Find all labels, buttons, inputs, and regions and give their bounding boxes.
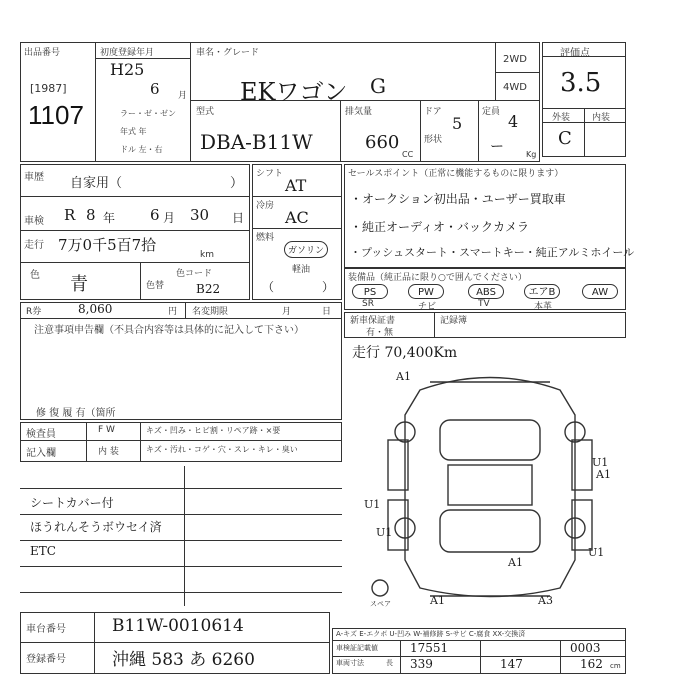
drive-4wd: 4WD — [503, 82, 527, 93]
fw-label: F W — [98, 425, 115, 435]
spare-label: スペア — [370, 600, 391, 608]
damage-diagram — [360, 360, 620, 610]
mileage-label: 走行 — [24, 240, 44, 251]
ac-label: 冷房 — [256, 201, 275, 211]
exterior-grade: C — [558, 128, 572, 149]
mark-right-1: U1 — [592, 456, 609, 469]
remarks-area — [20, 466, 342, 606]
usage-close: ） — [230, 176, 244, 191]
equip-chibi: チビ — [418, 302, 437, 312]
plate-label: 登録番号 — [26, 654, 66, 665]
equip-tv: TV — [478, 299, 490, 309]
inspection-year-unit: 年 — [103, 211, 116, 225]
exterior-label: 外装 — [552, 113, 571, 123]
interior-options: キズ・汚れ・コゲ・穴・スレ・キレ・臭い — [146, 445, 298, 454]
sales-title: セールスポイント（正常に機能するものに限ります） — [348, 169, 564, 179]
code-1: 17551 — [410, 641, 449, 655]
mileage: 7万0千5百7拾 — [58, 236, 157, 254]
equip-airbag: エアB — [524, 284, 560, 299]
recycle-label: R券 — [26, 307, 42, 317]
side-label-2: 年式 年 — [120, 127, 147, 136]
seats: 4 — [508, 112, 519, 131]
lot-label: 出品番号 — [24, 48, 61, 58]
chassis-label: 車台番号 — [26, 624, 66, 635]
shift: AT — [285, 176, 307, 195]
inspection-label: 車検 — [24, 216, 44, 227]
fw-options: キズ・凹み・ヒビ割・リペア跡・×要 — [146, 426, 281, 435]
auction-label-2: 車両寸法 — [336, 659, 364, 667]
seats-label: 定員 — [482, 107, 501, 117]
equip-pw: PW — [408, 284, 444, 299]
displacement: 660 — [365, 132, 400, 153]
inspector-label: 検査員 — [26, 429, 56, 440]
legend: A-キズ E-エクボ U-凹み W-補修跡 S-サビ C-腐食 XX-交換済 — [336, 630, 526, 638]
car-name: EKワゴン — [240, 78, 348, 106]
mark-right-3: A1 — [596, 468, 611, 481]
model-code: DBA-B11W — [200, 130, 313, 154]
interior-row-label: 内 装 — [98, 447, 119, 457]
ac: AC — [285, 208, 309, 227]
code-2: 0003 — [570, 641, 601, 655]
first-reg-label: 初度登録年月 — [100, 48, 155, 58]
color-label: 色 — [30, 270, 40, 281]
usage-value: 自家用（ — [70, 176, 123, 191]
chassis: B11W-0010614 — [112, 616, 244, 636]
mark-rear-right: A3 — [538, 594, 553, 607]
grade: G — [370, 74, 386, 98]
warranty-label: 新車保証書 — [350, 316, 396, 326]
fuel-label: 燃料 — [256, 233, 275, 243]
plate: 沖縄 583 あ 6260 — [112, 650, 255, 670]
mark-front: A1 — [396, 370, 411, 383]
mark-left-door: U1 — [364, 498, 381, 511]
inspector-note: 走行 70,400Km — [352, 345, 458, 361]
km-unit: km — [200, 250, 214, 260]
mark-left-2: U1 — [376, 526, 393, 539]
sales-item-2: ・純正オーディオ・バックカメラ — [350, 220, 530, 234]
shape-label: 形状 — [424, 135, 443, 145]
usage-label: 車歴 — [24, 172, 44, 183]
equip-sr: SR — [362, 299, 374, 309]
remark-2: ほうれんそうボウセイ済 — [30, 520, 162, 534]
mark-rear-left: A1 — [430, 594, 445, 607]
color-code: B22 — [196, 282, 221, 296]
notes-title: 注意事項申告欄（不具合内容等は具体的に記入して下さい） — [34, 325, 304, 336]
lot-code: [1987] — [30, 82, 67, 95]
equip-leather: 本革 — [534, 302, 553, 312]
remark-1: シートカバー付 — [30, 496, 114, 510]
sales-item-3: ・プッシュスタート・スマートキー・純正アルミホイール — [350, 246, 635, 259]
notes-frame — [20, 302, 342, 420]
name-change-label: 名変期限 — [192, 307, 229, 317]
interior-label: 内装 — [592, 113, 611, 123]
height: 162 — [580, 657, 603, 671]
shift-label: シフト — [256, 169, 284, 179]
doors: 5 — [452, 114, 463, 133]
lot-number: 1107 — [28, 100, 84, 130]
cm-unit: cm — [610, 662, 621, 670]
score-label: 評価点 — [560, 48, 590, 59]
inspection-year: 8 — [86, 206, 96, 224]
fuel-bracket: （ ） — [262, 280, 335, 294]
score: 3.5 — [560, 68, 602, 98]
car-name-label: 車名・グレード — [196, 48, 260, 58]
warranty-yes-no: 有・無 — [366, 328, 394, 338]
color-code-label: 色替 — [146, 281, 165, 291]
inspection-month-unit: 月 — [163, 211, 176, 225]
side-label-1: ラー・ゼ・ゼン — [120, 109, 176, 118]
doors-label: ドア — [424, 107, 442, 117]
equip-aw: AW — [582, 284, 618, 299]
recycle: 8,060 — [78, 302, 113, 316]
inspection-month: 6 — [150, 206, 160, 224]
entry-label: 記入欄 — [26, 448, 56, 459]
name-change-unit: 月 — [282, 307, 292, 317]
name-change-day: 日 — [322, 307, 332, 317]
displacement-label: 排気量 — [345, 107, 373, 117]
vehicle-frame — [20, 164, 250, 300]
sales-item-1: ・オークション初出品・ユーザー買取車 — [350, 192, 566, 206]
cc-unit: CC — [402, 150, 414, 159]
drive-2wd: 2WD — [503, 54, 527, 65]
weight-unit: Kg — [526, 150, 537, 159]
mark-right-2: U1 — [588, 546, 605, 559]
inspection-day-unit: 日 — [232, 211, 245, 225]
equip-ps: PS — [352, 284, 388, 299]
inspection-day: 30 — [190, 206, 210, 224]
first-reg-era: H25 — [110, 60, 145, 79]
recycle-unit: 円 — [168, 307, 178, 317]
width: 147 — [500, 657, 523, 671]
side-mark-1: 月 — [178, 91, 188, 101]
equipment-title: 装備品（純正品に限り○で囲んでください） — [348, 273, 527, 283]
auction-label-1: 車検証記載値 — [336, 644, 378, 652]
length-label: 長 — [386, 659, 393, 667]
repair-label: 修 復 履 有（箇所 — [36, 408, 116, 419]
first-reg-month: 6 — [150, 80, 160, 98]
shape-value: ー — [490, 139, 504, 155]
equip-abs: ABS — [468, 284, 504, 299]
record-book: 記録簿 — [440, 316, 468, 326]
length: 339 — [410, 657, 433, 671]
type-label: 型式 — [196, 107, 215, 117]
color: 青 — [70, 274, 88, 295]
fuel-diesel: 軽油 — [292, 265, 311, 275]
mark-rear-mid: A1 — [508, 556, 523, 569]
remark-3: ETC — [30, 544, 56, 558]
side-label-3: ドル 左・右 — [120, 145, 163, 154]
fuel: ガソリン — [284, 241, 328, 258]
inspection-era: R — [64, 206, 76, 224]
color-code-title: 色コード — [176, 269, 213, 279]
